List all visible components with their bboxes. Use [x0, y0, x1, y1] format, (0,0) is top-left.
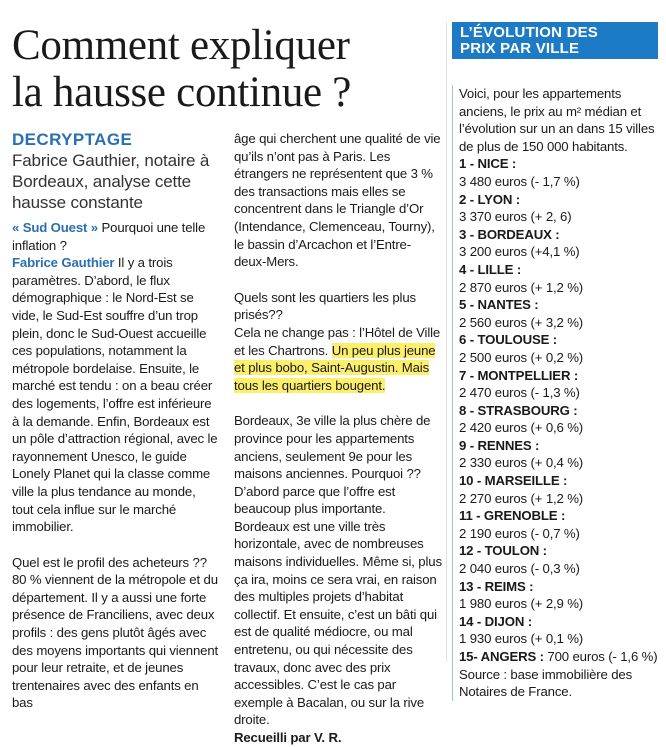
- ranking-city: 1 - NICE :: [459, 156, 517, 172]
- sidebar-intro: Voici, pour les appartements anciens, le prix au m² médian et l’évolution sur un an dans 15 villes de plus de 150 000 habitants.: [459, 86, 655, 154]
- question-3: Quels sont les quartiers les plus prisés??: [234, 289, 416, 323]
- city-ranking-list: [459, 155, 658, 648]
- signature: Recueilli par V. R.: [234, 730, 342, 745]
- question-1: [12, 219, 220, 254]
- ranking-value: 3 200 euros (+4,1 %): [459, 244, 580, 260]
- question-1-text: Pourquoi une telle inflation ?: [12, 220, 206, 253]
- ranking-value: 1 980 euros (+ 2,9 %): [459, 596, 584, 612]
- answer-1: [12, 254, 220, 536]
- ranking-city: 14 - DIJON :: [459, 613, 532, 629]
- ranking-city: 3 - BORDEAUX :: [459, 226, 560, 242]
- answer-3-text: Cela ne change pas : l’Hôtel de Ville et les Chartrons.: [234, 324, 441, 358]
- question-4: Bordeaux, 3e ville la plus chère de province pour les appartements anciens, seulement 9e pour les maisons anciennes. Pourquoi ??: [234, 413, 431, 482]
- ranking-value: 3 370 euros (+ 2, 6): [459, 209, 572, 225]
- headline-line-1: Comment expliquer: [12, 22, 350, 69]
- ranking-value: 2 040 euros (- 0,3 %): [459, 561, 580, 577]
- sidebar-title-line-1: L’ÉVOLUTION DES: [460, 24, 599, 41]
- kicker: DECRYPTAGE: [12, 130, 133, 149]
- ranking-city: 6 - TOULOUSE :: [459, 332, 558, 348]
- answer-2-part-1: 80 % viennent de la métropole et du département. Il y a aussi une forte présence de Franciliens, avec deux profils : des gens plutôt âgés avec des moyens importants qui viennent pour leur retraite, et de jeunes trentenaires avec des enfants en bas: [12, 572, 219, 711]
- price-sidebar: [452, 22, 658, 701]
- ranking-value: 2 420 euros (+ 0,6 %): [459, 420, 584, 436]
- ranking-city: 4 - LILLE :: [459, 261, 522, 277]
- ranking-city: 2 - LYON :: [459, 191, 521, 207]
- ranking-city: 15- ANGERS :: [459, 649, 544, 664]
- ranking-city: 12 - TOULON :: [459, 543, 547, 559]
- ranking-value: 2 270 euros (+ 1,2 %): [459, 490, 584, 506]
- ranking-city: 13 - REIMS :: [459, 578, 534, 594]
- answer-2-part-2: âge qui cherchent une qualité de vie qu’ils n’ont pas à Paris. Les étrangers ne représentent que 3 % des transactions mais elles se concentrent dans le Triangle d’Or (Intendance, Clemenceau, Tourny), le bassin d’Arcachon et l’Entre-deux-Mers.: [234, 131, 441, 270]
- answer-1-text: Il y a trois paramètres. D’abord, le flux démographique : le Nord-Est se vide, le Sud-Est souffre d’un trop plein, donc le Sud-Ouest accueille ces populations, notamment la métropole bordelaise. Ensuite, le marché est tendu : on a beau créer des logements, l’offre est inférieure à la demande. Enfin, Bordeaux est un pôle d’attraction régional, avec le rayonnement Unesco, le guide Lonely Planet qui la classe comme ville la plus tendance au monde, tout cela influe sur le marché immobilier.: [12, 255, 218, 535]
- ranking-city: 5 - NANTES :: [459, 297, 539, 313]
- spacer: [12, 536, 220, 554]
- deck: Fabrice Gauthier, notaire à Bordeaux, analyse cette hausse constante: [12, 151, 210, 212]
- ranking-value: 2 560 euros (+ 3,2 %): [459, 314, 584, 330]
- headline-line-2: la hausse continue ?: [12, 69, 352, 116]
- sidebar-body: [452, 85, 658, 701]
- ranking-value: 2 870 euros (+ 1,2 %): [459, 279, 584, 295]
- ranking-city: 9 - RENNES :: [459, 437, 540, 453]
- article-column-1: [12, 130, 220, 712]
- highlighted-text: Un peu plus jeune et plus bobo, Saint-Augustin. Mais tous les quartiers bougent.: [234, 342, 436, 393]
- ranking-value: 2 470 euros (- 1,3 %): [459, 385, 580, 401]
- ranking-city: 10 - MARSEILLE :: [459, 473, 568, 489]
- question-2: Quel est le profil des acheteurs ??: [12, 554, 207, 570]
- ranking-city: 7 - MONTPELLIER :: [459, 367, 579, 383]
- article-column-2: [234, 130, 442, 747]
- article-headline: [12, 22, 442, 116]
- ranking-item: [459, 648, 658, 666]
- ranking-value: 1 930 euros (+ 0,1 %): [459, 631, 584, 647]
- ranking-city: 8 - STRASBOURG :: [459, 402, 578, 418]
- ranking-value: 3 480 euros (- 1,7 %): [459, 173, 580, 189]
- ranking-value: 2 190 euros (- 0,7 %): [459, 525, 580, 541]
- answer-4: D’abord parce que l’offre est beaucoup plus importante. Bordeaux est une ville très horizontale, avec de nombreuses maisons individuelles. Même si, plus ça ira, moins ce sera vrai, en raison des multiples projets d’habitat collectif. Et ensuite, c’est un bâti qui est de qualité médiocre, ou mal entretenu, ou qui nécessite des travaux, donc avec des prix accessibles. C’est le cas par exemple à Bacalan, ou sur la rive droite.: [234, 483, 442, 728]
- interviewee-label: Fabrice Gauthier: [12, 255, 115, 271]
- spacer: [234, 394, 442, 412]
- sidebar-title: [452, 22, 658, 59]
- sidebar-title-line-2: PRIX PAR VILLE: [460, 40, 580, 57]
- ranking-value: 2 330 euros (+ 0,4 %): [459, 455, 584, 471]
- column-divider: [446, 22, 447, 662]
- ranking-value: 700 euros (- 1,6 %): [543, 649, 658, 664]
- source-note: Source : base immobilière des Notaires de France.: [459, 666, 633, 700]
- ranking-value: 2 500 euros (+ 0,2 %): [459, 349, 584, 365]
- interviewer-label: « Sud Ouest »: [12, 220, 98, 235]
- spacer: [234, 271, 442, 289]
- ranking-city: 11 - GRENOBLE :: [459, 508, 566, 524]
- answer-3: [234, 324, 442, 394]
